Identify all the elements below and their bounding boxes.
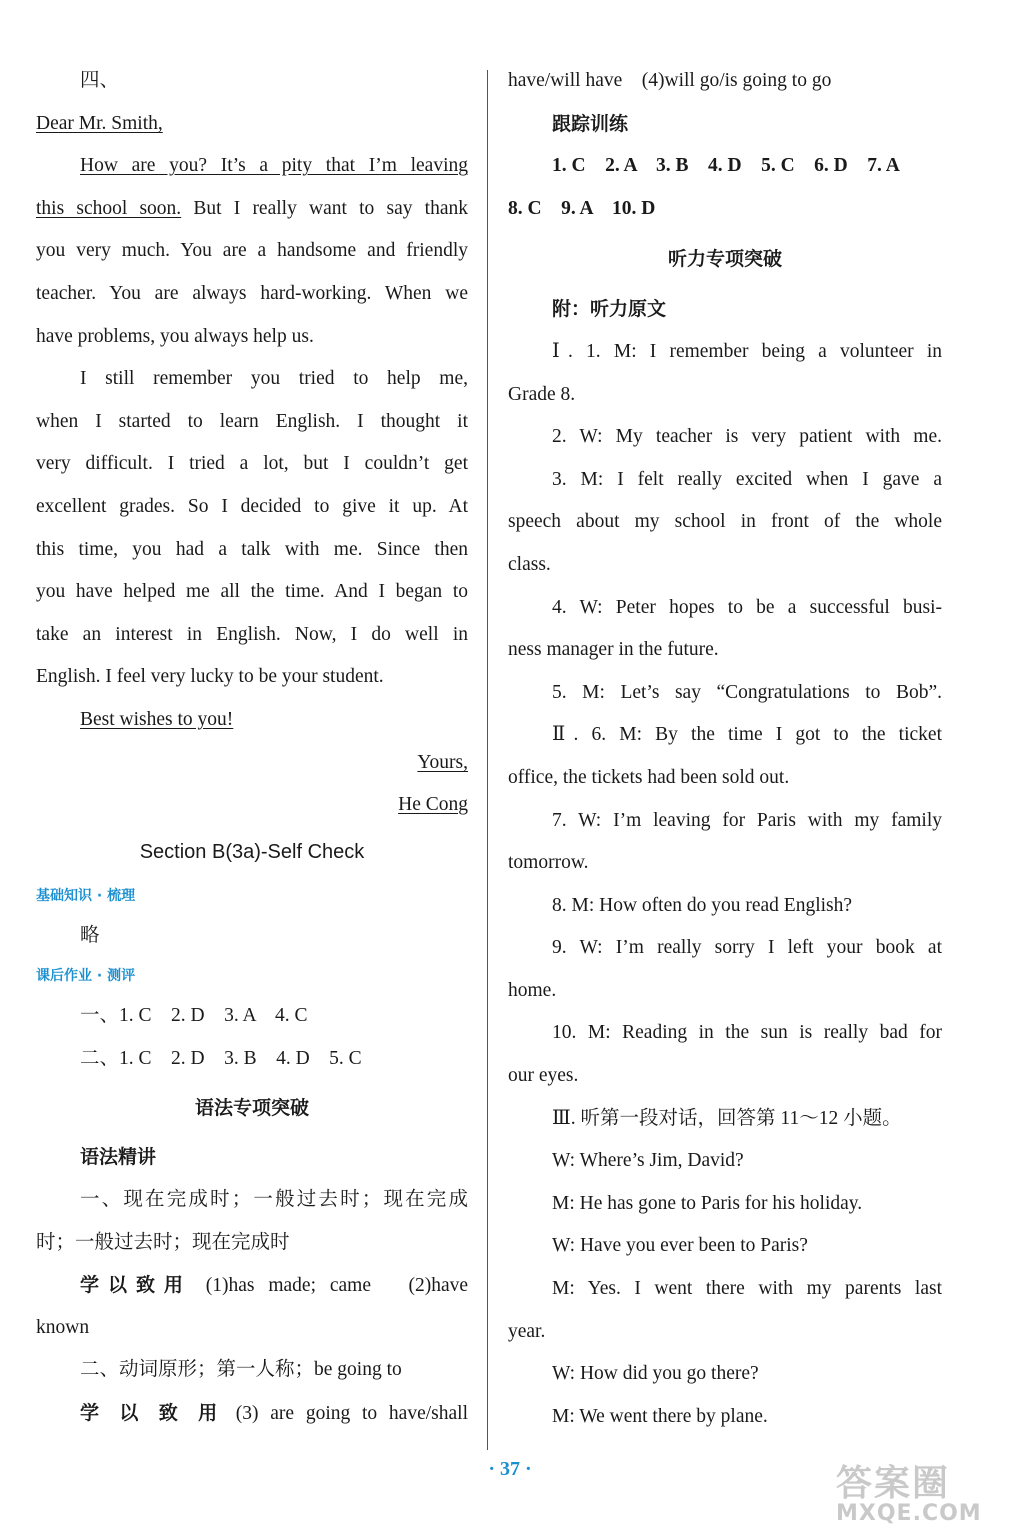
letter-salutation: Dear Mr. Smith, [36, 112, 163, 134]
letter-line: very difficult. I tried a lot, but I couldn’t get [36, 453, 468, 475]
letter-line: take an interest in English. Now, I do well in [36, 623, 468, 645]
letter-line: How are you? It’s a pity that I’m leaving [80, 155, 468, 177]
transcript-line: Grade 8. [508, 383, 576, 405]
letter-line: I still remember you tried to help me, [80, 368, 468, 390]
transcript-line: W: How did you go there? [552, 1363, 759, 1385]
letter-line: you very much. You are a handsome and friendly [36, 240, 468, 262]
transcript-line: speech about my school in front of the whole [508, 511, 942, 533]
letter-signature: He Cong [398, 794, 468, 816]
grammar-line: 时；一般过去时；现在完成时 [36, 1231, 290, 1253]
letter-line: when I started to learn English. I thought it [36, 410, 468, 432]
apply-line: 学 以 致 用 (3) are going to have/shall [80, 1402, 468, 1425]
transcript-line: our eyes. [508, 1065, 579, 1087]
letter-line: this school soon. But I really want to say thank [36, 197, 468, 219]
transcript-line: 7. W: I’m leaving for Paris with my family [552, 809, 942, 831]
transcript-line: 5. M: Let’s say “Congratulations to Bob”. [552, 681, 942, 703]
answers-part-one: 一、1. C 2. D 3. A 4. C [80, 1005, 308, 1027]
tag-basic-knowledge: 基础知识 · 梳理 [36, 887, 136, 904]
transcript-line: home. [508, 979, 557, 1001]
tag-homework: 课后作业 · 测评 [36, 968, 136, 985]
answer-continuation: have/will have (4)will go/is going to go [508, 70, 832, 91]
left-column [36, 60, 468, 1435]
listening-transcript [508, 331, 942, 1438]
grammar-section-title: 语法专项突破 [194, 1097, 309, 1120]
tracking-answers: 8. C 9. A 10. D [508, 197, 656, 219]
page-number: · 37 · [488, 1458, 532, 1480]
section-four-label: 四、 [80, 70, 120, 91]
transcript-line: W: Where’s Jim, David? [552, 1150, 744, 1172]
letter-line: this time, you had a talk with me. Since then [36, 538, 468, 560]
grammar-line: 二、动词原形；第一人称；be going to [80, 1359, 402, 1381]
transcript-line: 3. M: I felt really excited when I gave a [552, 468, 942, 490]
watermark-url: MXQE.COM [836, 1501, 982, 1526]
tracking-answers: 1. C 2. A 3. B 4. D 5. C 6. D 7. A [552, 155, 900, 177]
listening-section-title: 听力专项突破 [667, 248, 782, 271]
watermark-logo [836, 1463, 1006, 1528]
tracking-title: 跟踪训练 [552, 112, 629, 135]
letter-line: English. I feel very lucky to be your student. [36, 666, 384, 688]
transcript-line: 9. W: I’m really sorry I left your book at [552, 937, 942, 959]
transcript-line: year. [508, 1320, 546, 1342]
watermark-text: 答案圈 [836, 1463, 951, 1504]
letter-line: excellent grades. So I decided to give it up. At [36, 495, 468, 517]
section-b-title: Section B(3a)-Self Check [139, 840, 365, 863]
transcript-line: office, the tickets had been sold out. [508, 766, 790, 788]
column-divider [487, 70, 488, 1450]
apply-line: 学以致用 (1)has made; came (2)have [80, 1274, 468, 1297]
transcript-line: ness manager in the future. [508, 639, 719, 661]
letter-closing: Best wishes to you! [80, 708, 234, 730]
apply-line: known [36, 1316, 90, 1338]
transcript-line: M: We went there by plane. [552, 1405, 768, 1427]
transcript-line: Ⅲ. 听第一段对话，回答第 11～12 小题。 [552, 1107, 902, 1129]
transcript-line: M: He has gone to Paris for his holiday. [552, 1192, 863, 1214]
transcript-line: W: Have you ever been to Paris? [552, 1235, 808, 1257]
transcript-line: class. [508, 553, 551, 575]
letter-yours: Yours, [417, 751, 468, 773]
right-column [508, 60, 942, 1438]
transcript-line: 8. M: How often do you read English? [552, 894, 853, 916]
listening-appendix-label: 附：听力原文 [552, 298, 667, 321]
transcript-line: M: Yes. I went there with my parents last [552, 1278, 942, 1300]
transcript-line: Ⅱ. 6. M: By the time I got to the ticket [552, 724, 942, 746]
grammar-subtitle: 语法精讲 [80, 1146, 157, 1169]
transcript-line: 4. W: Peter hopes to be a successful busi- [552, 596, 942, 618]
letter-line: have problems, you always help us. [36, 325, 314, 347]
transcript-line: 2. W: My teacher is very patient with me. [552, 426, 942, 448]
transcript-line: tomorrow. [508, 852, 589, 874]
letter-line: teacher. You are always hard-working. When we [36, 282, 468, 304]
grammar-line: 一、现在完成时；一般过去时；现在完成 [80, 1189, 468, 1211]
omitted-note: 略 [80, 924, 100, 946]
transcript-line: 10. M: Reading in the sun is really bad for [552, 1022, 942, 1044]
answers-part-two: 二、1. C 2. D 3. B 4. D 5. C [80, 1047, 362, 1069]
letter-line: you have helped me all the time. And I began to [36, 581, 468, 603]
transcript-line: Ⅰ. 1. M: I remember being a volunteer in [552, 340, 942, 362]
